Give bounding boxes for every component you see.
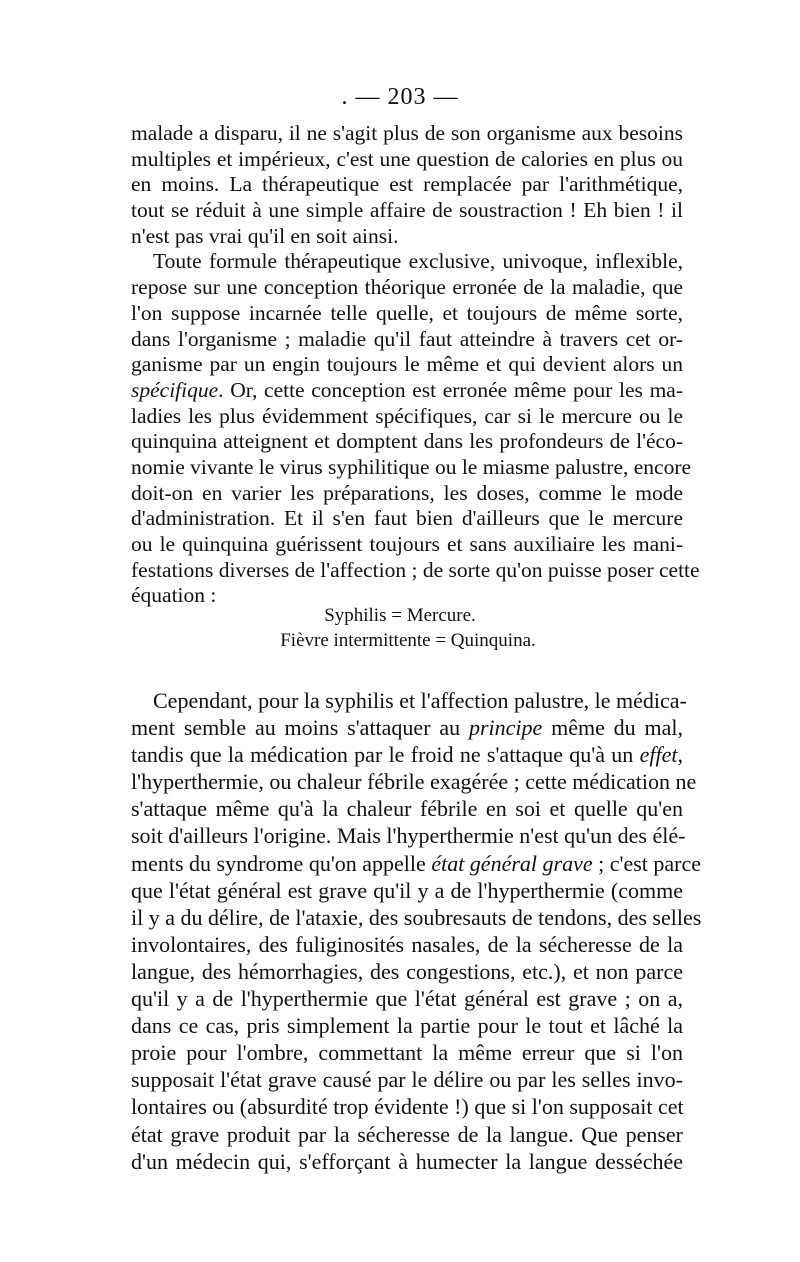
text-line: l'on suppose incarnée telle quelle, et toujours de même sorte,	[131, 300, 683, 325]
text-fragment: ; c'est parce	[592, 850, 702, 876]
paragraph-start-line: Toute formule thérapeutique exclusive, univoque, inflexible,	[153, 249, 683, 274]
text-line: proie pour l'ombre, commettant la même erreur que si l'on	[131, 1040, 683, 1066]
text-line: lontaires ou (absurdité trop évidente !) que si l'on supposait cet	[131, 1094, 684, 1120]
italic-term: effet	[639, 742, 678, 768]
text-line: en moins. La thérapeutique est remplacée par l'arithmétique,	[131, 172, 683, 197]
text-line-with-italic	[131, 850, 702, 877]
text-line: ganisme par un engin toujours le même et qui devient alors un	[131, 352, 683, 377]
text-fragment: . Or, cette conception est erronée même pour les ma-	[218, 377, 683, 402]
text-line: ou le quinquina guérissent toujours et sans auxiliaire les mani-	[131, 532, 683, 556]
text-fragment: tandis que la médication par le froid ne s'attaque qu'à un	[131, 742, 640, 768]
page-number: . — 203 —	[341, 84, 459, 110]
text-line: que l'état général est grave qu'il y a de l'hyperthermie (comme	[131, 877, 683, 903]
text-line: dans l'organisme ; maladie qu'il faut atteindre à travers cet or-	[131, 326, 683, 351]
text-line: malade a disparu, il ne s'agit plus de son organisme aux besoins	[131, 121, 683, 145]
text-line: festations diverses de l'affection ; de sorte qu'on puisse poser cette	[131, 557, 700, 582]
text-line: équation :	[131, 583, 217, 608]
text-line: soit d'ailleurs l'origine. Mais l'hyperthermie n'est qu'un des élé-	[131, 823, 686, 849]
text-line: état grave produit par la sécheresse de la langue. Que penser	[131, 1121, 683, 1147]
text-line: multiples et impérieux, c'est une question de calories en plus ou	[131, 146, 683, 171]
text-line: il y a du délire, de l'ataxie, des soubresauts de tendons, des selles	[131, 904, 702, 930]
text-line: doit-on en varier les préparations, les doses, comme le mode	[131, 480, 683, 505]
text-line-with-italic	[131, 714, 683, 741]
equation-syphilis: Syphilis = Mercure.	[324, 605, 476, 626]
text-line-with-italic	[131, 741, 683, 768]
text-line: involontaires, des fuliginosités nasales, de la sécheresse de la	[131, 931, 683, 957]
text-block-upper	[131, 121, 700, 609]
italic-term: spécifique	[131, 377, 219, 402]
text-fragment: même du mal,	[542, 715, 683, 741]
text-line: d'administration. Et il s'en faut bien d'ailleurs que le mercure	[131, 506, 683, 531]
text-line: ladies les plus évidemment spécifiques, car si le mercure ou le	[131, 403, 683, 428]
text-line: n'est pas vrai qu'il en soit ainsi.	[131, 223, 399, 248]
text-block-lower	[131, 687, 702, 1175]
text-line: nomie vivante le virus syphilitique ou le miasme palustre, encore	[131, 454, 692, 479]
text-fragment: ,	[677, 742, 683, 768]
text-line-with-italic	[131, 378, 683, 404]
text-line: s'attaque même qu'à la chaleur fébrile en soi et quelle qu'en	[131, 796, 683, 822]
italic-term: principe	[468, 715, 543, 741]
italic-term: état général grave	[431, 850, 593, 876]
paragraph-start-line: Cependant, pour la syphilis et l'affection palustre, le médica-	[153, 688, 687, 713]
text-line: langue, des hémorrhagies, des congestions, etc.), et non parce	[131, 958, 683, 984]
text-line: repose sur une conception théorique erronée de la maladie, que	[131, 275, 683, 300]
equation-fever: Fièvre intermittente = Quinquina.	[280, 630, 536, 651]
text-line: l'hyperthermie, ou chaleur fébrile exagérée ; cette médication ne	[131, 769, 697, 795]
text-fragment: ment semble au moins s'attaquer au	[131, 715, 469, 741]
text-line: tout se réduit à une simple affaire de soustraction ! Eh bien ! il	[131, 198, 683, 223]
text-line: supposait l'état grave causé par le délire ou par les selles invo-	[131, 1067, 683, 1093]
text-line: quinquina atteignent et domptent dans les profondeurs de l'éco-	[131, 429, 683, 454]
text-fragment: ments du syndrome qu'on appelle	[131, 850, 432, 876]
text-line: qu'il y a de l'hyperthermie que l'état général est grave ; on a,	[131, 986, 683, 1012]
text-line: dans ce cas, pris simplement la partie pour le tout et lâché la	[131, 1013, 683, 1039]
text-line: d'un médecin qui, s'efforçant à humecter la langue desséchée	[131, 1148, 683, 1174]
